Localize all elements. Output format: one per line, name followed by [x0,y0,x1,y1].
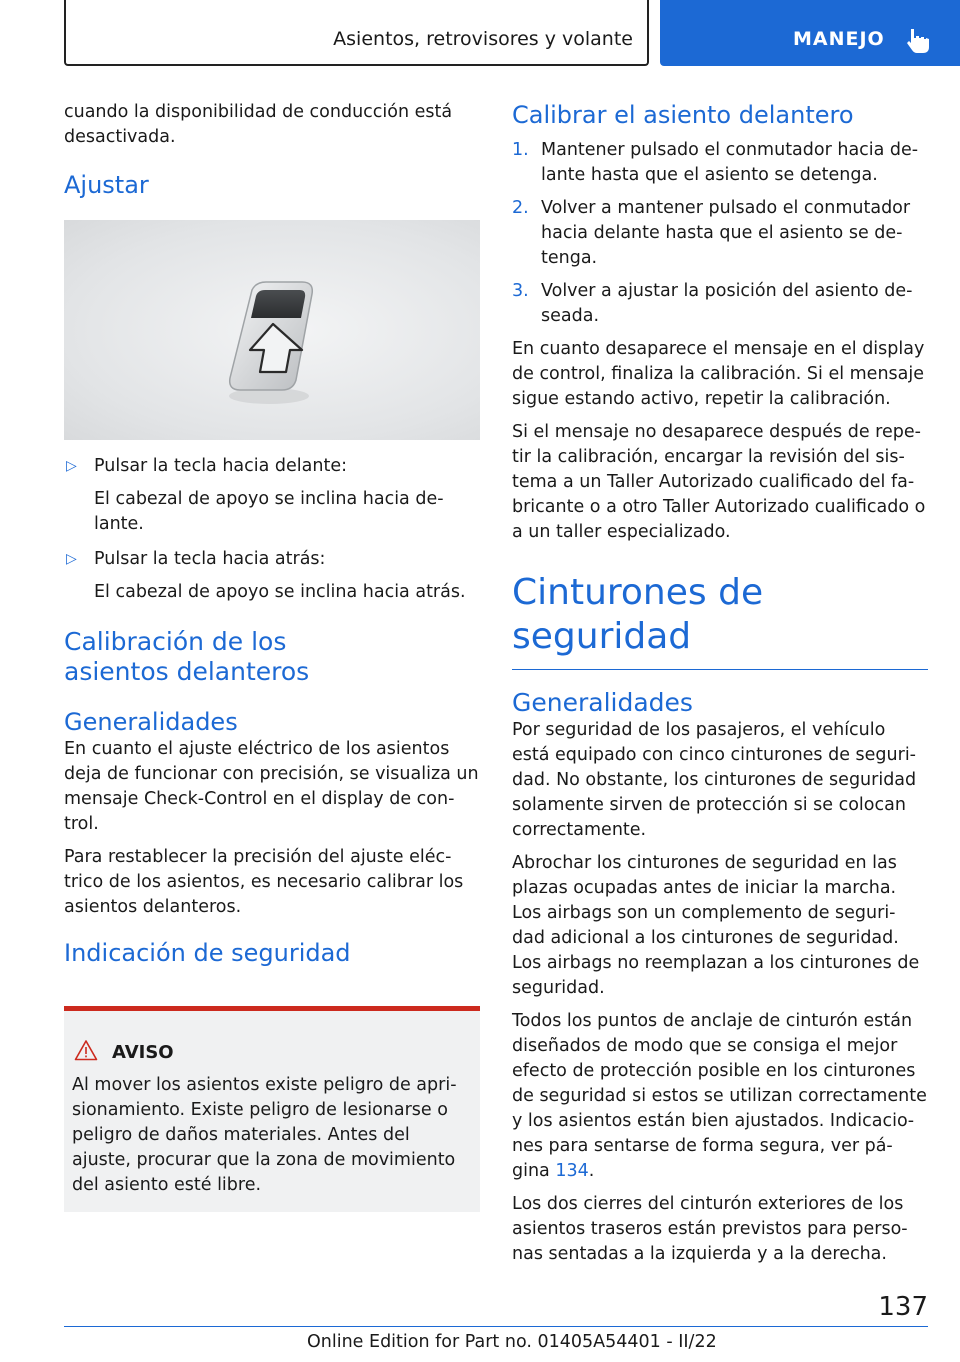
footer-divider [64,1326,928,1327]
chapter-title: MANEJO [793,28,885,50]
triangle-bullet-icon: ▷ [66,551,77,567]
hand-pointing-icon [902,26,932,54]
header-section-tab [64,0,649,66]
heading-ajustar: Ajustar [64,171,149,199]
page-number: 137 [878,1292,928,1322]
page-link[interactable]: 134 [555,1161,589,1181]
step-number: 1. [512,140,529,160]
list-item: 1. Mantener pulsado el conmutador hacia de‐lante hasta que el asiento se detenga. [512,140,919,185]
paragraph: Los dos cierres del cinturón exteriores de los asientos traseros están previstos para perso‐nas sentadas a la izquierda y a la derecha. [512,1194,908,1264]
left-column [64,100,480,968]
paragraph: Abrochar los cinturones de seguridad en las plazas ocupadas antes de iniciar la marcha. Los airbags son un complemento de seguri‐dad adicional a los cinturones de seguridad. Los airbags no reemplazan a los cinturones de seguridad. [512,853,920,998]
section-divider [512,669,928,670]
warning-box [64,1006,480,1212]
list-item-detail: El cabezal de apoyo se inclina hacia de‐lante. [94,489,444,534]
footer-edition: Online Edition for Part no. 01405A54401 - II/22 [307,1332,717,1352]
list-item: 3. Volver a ajustar la posición del asiento de‐seada. [512,281,913,326]
headrest-button-photo [64,220,480,440]
section-title: Asientos, retrovisores y volante [333,28,633,50]
heading-generalidades: Generalidades [64,708,238,736]
intro-paragraph: cuando la disponibilidad de conducción está desactivada. [64,102,453,147]
heading-calibracion: Calibración de los asientos delanteros [64,627,310,686]
list-item: 2. Volver a mantener pulsado el conmutador hacia delante hasta que el asiento se de‐tenga. [512,198,911,268]
triangle-bullet-icon: ▷ [66,458,77,474]
paragraph: Si el mensaje no desaparece después de repe‐tir la calibración, encargar la revisión del sis‐tema a un Taller Autorizado cualificado del fa‐bricante o a otro Taller Autorizado cualificado o a un taller especializado. [512,422,926,542]
heading-calibrar: Calibrar el asiento delantero [512,101,854,129]
paragraph: Para restablecer la precisión del ajuste eléc‐trico de los asientos, es necesario calibrar los asientos delanteros. [64,847,464,917]
heading-indicacion: Indicación de seguridad [64,939,351,967]
paragraph: En cuanto el ajuste eléctrico de los asientos deja de funcionar con precisión, se visualiza un mensaje Check-Control en el display de con‐trol. [64,739,479,834]
headrest-tilt-button-icon [64,220,480,440]
heading-generalidades-2: Generalidades [512,688,693,717]
bullet-list [64,454,480,605]
heading-cinturones: Cinturones de seguridad [512,572,764,657]
right-column [512,100,928,1275]
ordered-list [512,138,928,329]
list-item: ▷ Pulsar la tecla hacia delante: [64,454,480,479]
header-chapter-tab [660,0,960,66]
list-item-detail: El cabezal de apoyo se inclina hacia atrás. [94,582,466,602]
step-number: 2. [512,198,529,218]
paragraph: En cuanto desaparece el mensaje en el display de control, finaliza la calibración. Si el mensaje sigue estando activo, repetir la calibración. [512,339,925,409]
warning-title: AVISO [112,1042,174,1063]
step-number: 3. [512,281,529,301]
list-item: ▷ Pulsar la tecla hacia atrás: [64,547,480,572]
warning-text: Al mover los asientos existe peligro de apri‐sionamiento. Existe peligro de lesionarse o peligro de daños materiales. Antes del ajuste, procurar que la zona de movimiento del asiento esté libre. [72,1075,457,1195]
paragraph: Todos los puntos de anclaje de cinturón están diseñados de modo que se consiga el mejor efecto de protección posible en los cinturones de seguridad si estos se utilizan correctamente y los asientos están bien ajustados. Indicacio‐nes para sentarse de forma segura, ver pá‐gina 134. [512,1011,927,1181]
warning-triangle-icon [74,1039,98,1061]
paragraph: Por seguridad de los pasajeros, el vehículo está equipado con cinco cinturones de seguri‐dad. No obstante, los cinturones de seguridad solamente sirven de protección si se colocan correctamente. [512,720,917,840]
